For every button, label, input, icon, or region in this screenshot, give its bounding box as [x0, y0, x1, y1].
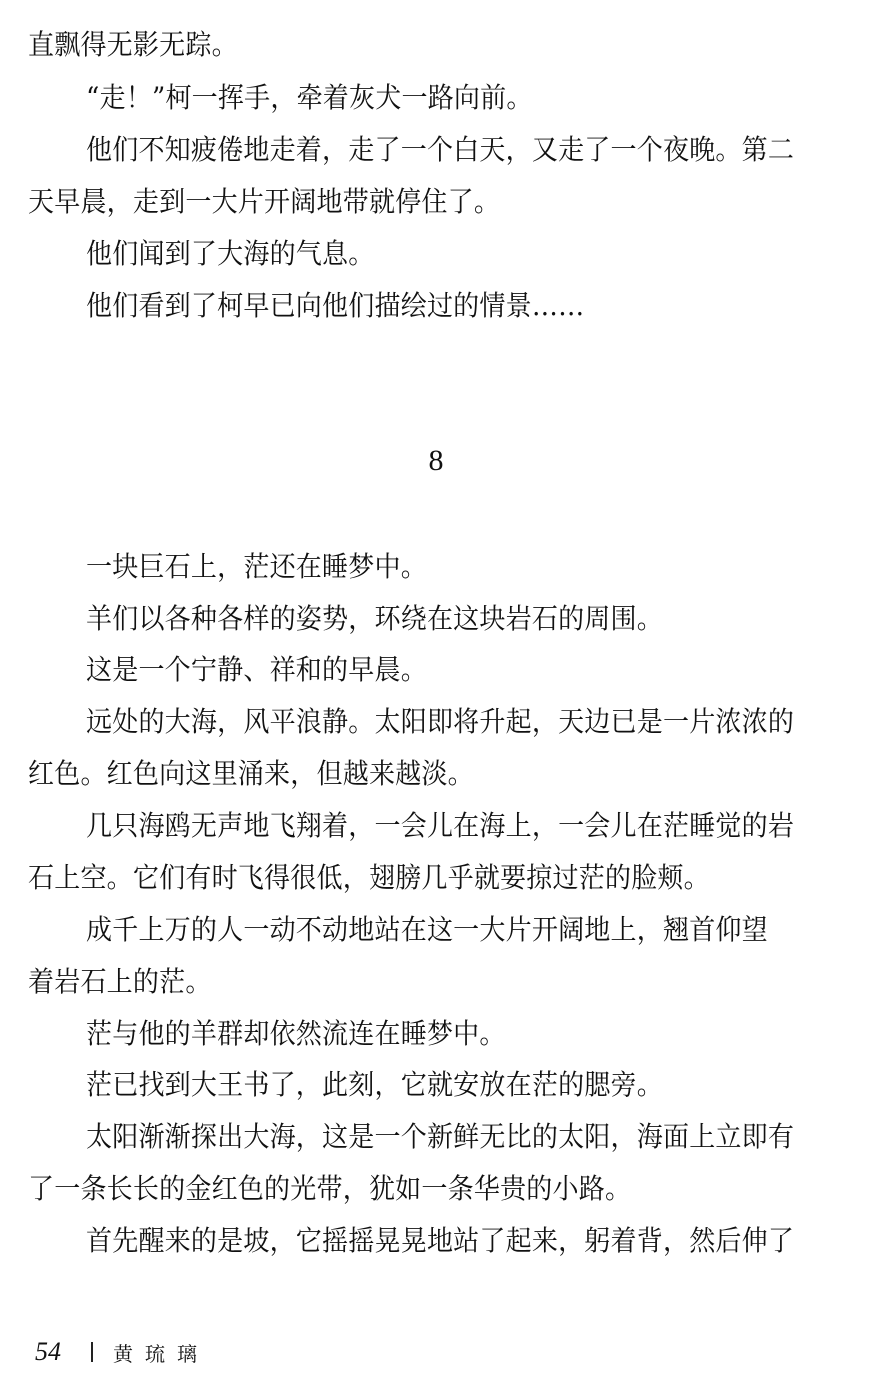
text-line: 首先醒来的是坡，它摇摇晃晃地站了起来，躬着背，然后伸了: [86, 1224, 795, 1257]
text-line: 石上空。它们有时飞得很低，翅膀几乎就要掠过茫的脸颊。: [28, 861, 710, 894]
text-line: 这是一个宁静、祥和的早晨。: [86, 653, 427, 686]
text-line: 他们不知疲倦地走着，走了一个白天，又走了一个夜晚。第二: [86, 133, 795, 166]
text-line: 茫已找到大王书了，此刻，它就安放在茫的腮旁。: [86, 1068, 663, 1101]
text-line: “走！”柯一挥手，牵着灰犬一路向前。: [86, 81, 533, 114]
footer-divider: [91, 1342, 93, 1362]
text-line: 他们看到了柯早已向他们描绘过的情景……: [86, 289, 585, 322]
text-line: 他们闻到了大海的气息。: [86, 237, 375, 270]
text-line: 直飘得无影无踪。: [28, 28, 238, 61]
page-number: 54: [35, 1337, 61, 1366]
text-line: 成千上万的人一动不动地站在这一大片开阔地上，翘首仰望: [86, 913, 768, 946]
text-line: 一块巨石上，茫还在睡梦中。: [86, 550, 427, 583]
text-line: 羊们以各种各样的姿势，环绕在这块岩石的周围。: [86, 602, 663, 635]
text-line: 茫与他的羊群却依然流连在睡梦中。: [86, 1017, 506, 1050]
text-line: 着岩石上的茫。: [28, 965, 212, 998]
book-title: 黄琉璃: [113, 1341, 209, 1366]
text-line: 远处的大海，风平浪静。太阳即将升起，天边已是一片浓浓的: [86, 705, 795, 738]
text-line: 红色。红色向这里涌来，但越来越淡。: [28, 757, 474, 790]
text-line: 了一条长长的金红色的光带，犹如一条华贵的小路。: [28, 1172, 632, 1205]
text-line: 太阳渐渐探出大海，这是一个新鲜无比的太阳，海面上立即有: [86, 1120, 795, 1153]
section-number: 8: [428, 444, 444, 477]
text-line: 几只海鸥无声地飞翔着，一会儿在海上，一会儿在茫睡觉的岩: [86, 809, 795, 842]
text-line: 天早晨，走到一大片开阔地带就停住了。: [28, 185, 501, 218]
page-footer: [35, 1334, 209, 1370]
